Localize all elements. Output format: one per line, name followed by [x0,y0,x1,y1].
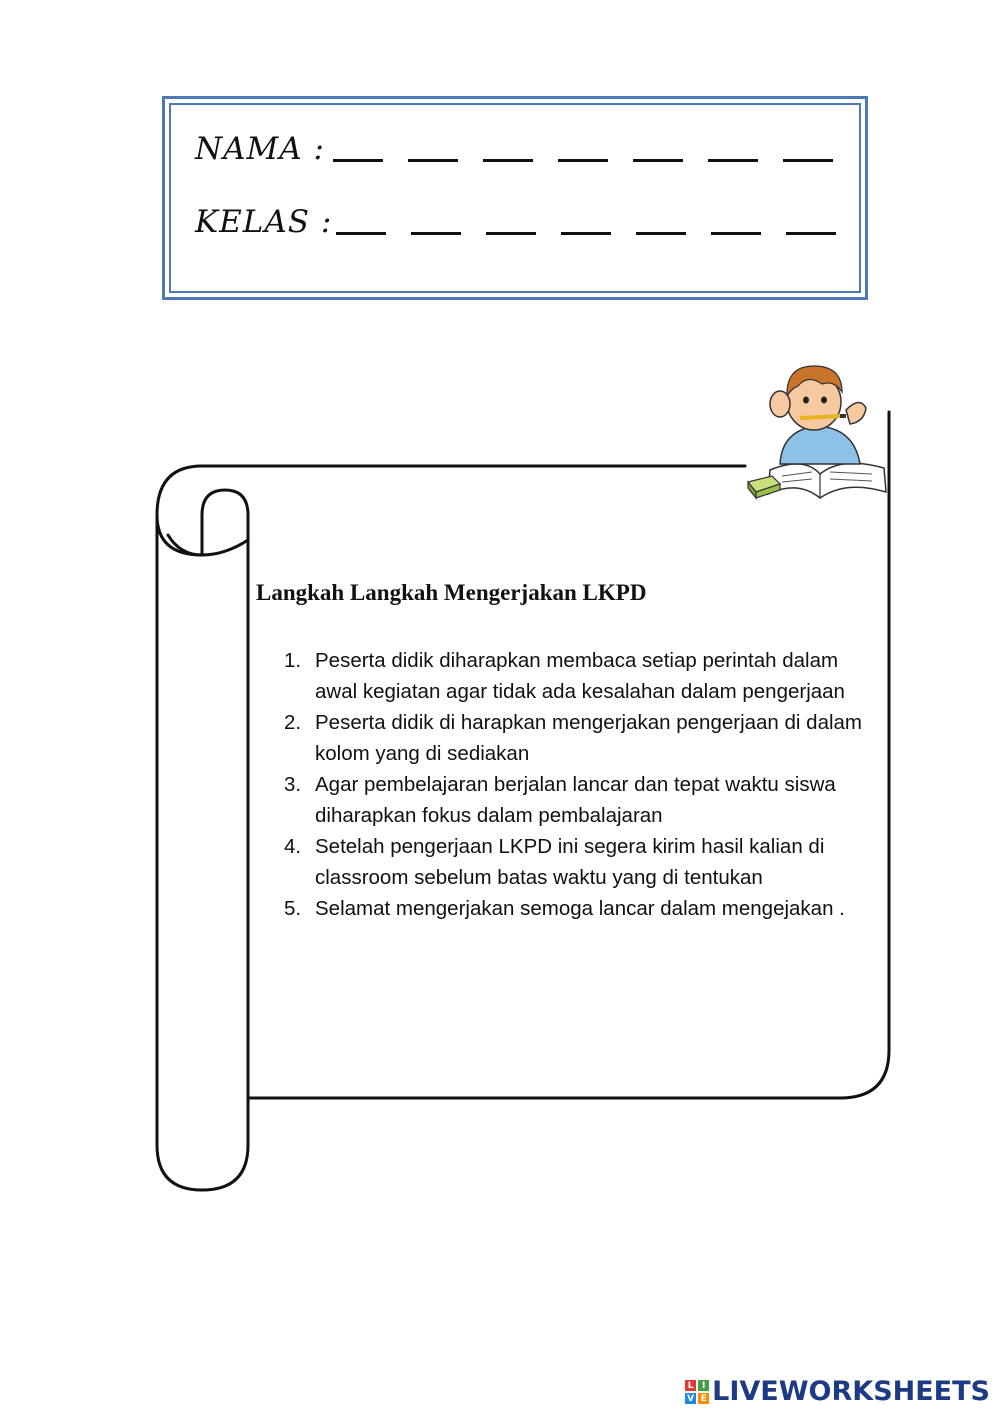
step-text: Selamat mengerjakan semoga lancar dalam mengejakan . [315,897,845,920]
step-number: 5. [284,897,302,920]
steps-list [284,645,864,924]
logo-letter: L [685,1380,696,1391]
logo-letter: V [685,1393,696,1404]
nama-label: NAMA : [195,131,325,167]
step-text: Peserta didik diharapkan membaca setiap perintah dalam awal kegiatan agar tidak ada kesalahan dalam pengerjaan [315,649,845,703]
boy-studying-icon [742,352,892,510]
scroll-left-roll [157,466,248,1190]
list-item [284,831,864,893]
step-number: 4. [284,835,302,858]
list-item [284,769,864,831]
step-text: Agar pembelajaran berjalan lancar dan tepat waktu siswa diharapkan fokus dalam pembalajaran [315,773,836,827]
liveworksheets-logo[interactable] [685,1377,990,1407]
step-number: 2. [284,711,302,734]
step-text: Setelah pengerjaan LKPD ini segera kirim hasil kalian di classroom sebelum batas waktu yang di tentukan [315,835,825,889]
logo-letter: E [698,1393,709,1404]
step-number: 1. [284,649,302,672]
content-title: Langkah Langkah Mengerjakan LKPD [256,580,647,605]
logo-mark-icon [685,1380,709,1404]
step-number: 3. [284,773,302,796]
list-item [284,707,864,769]
list-item [284,893,864,924]
list-item [284,645,864,707]
kelas-label: KELAS : [195,204,333,240]
step-text: Peserta didik di harapkan mengerjakan pengerjaan di dalam kolom yang di sediakan [315,711,863,765]
logo-letter: I [698,1380,709,1391]
logo-text: LIVEWORKSHEETS [712,1376,990,1407]
